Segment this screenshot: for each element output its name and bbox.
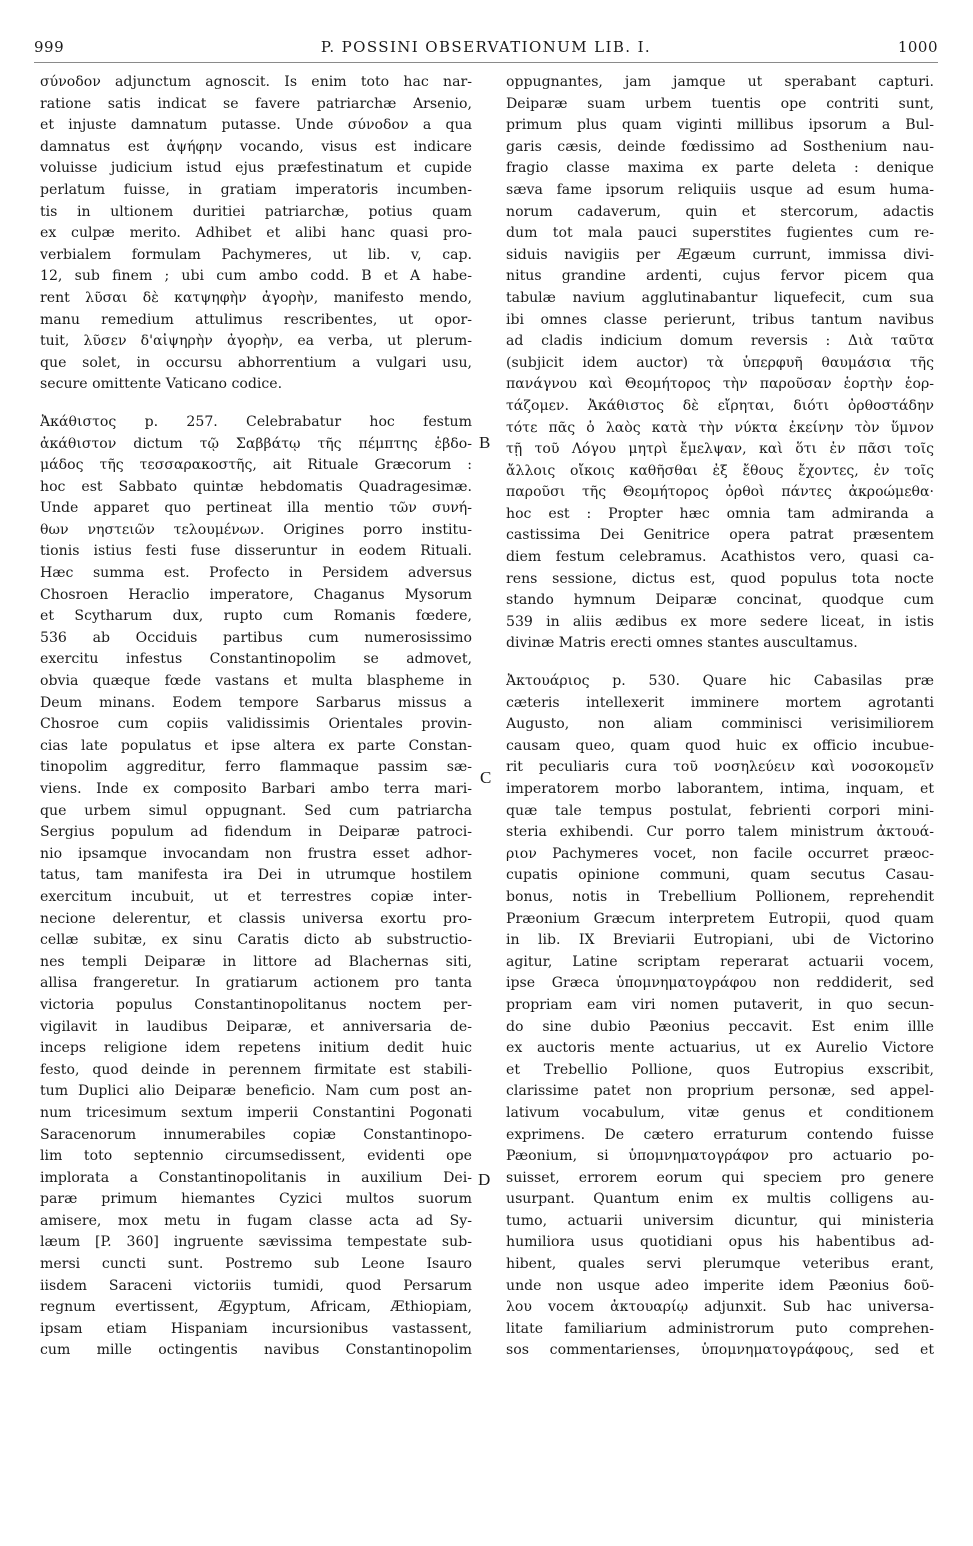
page-number-right: 1000 <box>897 38 938 56</box>
text-line: σύνοδον adjunctum agnoscit. Is enim toto hac nar- <box>40 74 472 90</box>
text-line: tatus, tam manifesta ira Dei in utrumque hostilem <box>40 867 472 884</box>
text-line: hoc est Sabbato quintæ hebdomatis Quadragesimæ. <box>40 478 472 495</box>
text-line: nes templi Deiparæ in littore ad Blachernas siti, <box>40 953 472 970</box>
text-line: tis in ultionem duritiei patriarchæ, potius quam <box>40 203 472 220</box>
text-line: Ἀκτουάριος p. 530. Quare hic Cabasilas præ <box>506 673 934 690</box>
text-line: Sergius populum ad fidendum in Deiparæ patroci- <box>40 824 472 841</box>
paragraph-gap <box>40 396 472 412</box>
text-line: 539 in aliis ædibus ex more sedere liceat, in istis <box>506 613 934 630</box>
text-line: necione delerentur, et classis universa exortu pro- <box>40 910 472 927</box>
text-line: ἄλλοις οἴκοις καθῆσθαι ἐξ ἔθους ἔχοντες, ἐν τοῖς <box>506 462 934 479</box>
text-line: manu remedium attulimus rescribentes, ut opor- <box>40 311 472 328</box>
text-line: victoria populus Constantinopolitanus noctem per- <box>40 996 472 1013</box>
text-line: agitur, Latine scriptam reperarat actuarii vocem, <box>506 953 934 970</box>
text-line: exercitu infestus Constantinopolim se admovet, <box>40 651 472 668</box>
text-line: lativum vocabulum, vitæ genus et conditionem <box>506 1104 934 1121</box>
margin-letter-b: B <box>479 433 491 452</box>
text-line: rent λῦσαι δὲ κατψηφὴν ἀγορὴν, manifesto mendo, <box>40 289 472 306</box>
text-line: cum mille octingentis navibus Constantinopolim <box>40 1342 472 1359</box>
text-line: ἀκάθιστον dictum τῷ Σαββάτῳ τῆς πέμπτης ἑβδο- <box>40 435 472 452</box>
text-line: παροῦσι τῆς Θεομήτορος ὀρθοὶ πάντες ἀκροώμεθα· <box>506 484 934 501</box>
text-line: dum tot mala pauci superstites fugientes cum re- <box>506 225 934 242</box>
text-line: hoc est : Propter hæc omnia tam admiranda a <box>506 505 934 522</box>
text-line: Deum minans. Eodem tempore Sarbarus missus a <box>40 694 472 711</box>
paragraph-gap <box>506 655 934 671</box>
margin-letter-c: C <box>480 768 492 787</box>
text-line: do sine dubio Pæonius peccavit. Est enim illle <box>506 1018 934 1035</box>
text-line: perlatum fuisse, in gratiam imperatoris incumben- <box>40 181 472 198</box>
text-line: Chosroen Heraclio imperatore, Chaganus Mysorum <box>40 586 472 603</box>
text-line: θων νηστειῶν τελουμένων. Origines porro institu- <box>40 521 472 538</box>
text-line: verbialem formulam Pachymeres, ut lib. v, cap. <box>40 246 472 263</box>
text-line: oppugnantes, jam jamque ut sperabant capturi. <box>506 74 934 90</box>
text-line: ratione satis indicat se favere patriarchæ Arsenio, <box>40 95 472 112</box>
text-line: paræ primum hiemantes Cyzici multos suorum <box>40 1191 472 1208</box>
text-line: que solet, in occursu abhorrentium a vulgari usu, <box>40 354 472 371</box>
text-line: vigilavit in laudibus Deiparæ, et anniversaria de- <box>40 1018 472 1035</box>
text-line: cellæ subitæ, ex sinu Caratis dicto ab substructio- <box>40 932 472 949</box>
text-line: primum plus quam viginti millibus ipsorum a Bul- <box>506 117 934 134</box>
text-line: in lib. IX Breviarii Eutropiani, ubi de Victorino <box>506 932 934 949</box>
text-line: suisset, errorem eorum qui speciem pro genere <box>506 1169 934 1186</box>
text-line: tionis istius festi fuse disseruntur in eodem Rituali. <box>40 543 472 560</box>
text-line: Saracenorum innumerabiles copiæ Constantinopo- <box>40 1126 472 1143</box>
text-line: stando hymnum Deiparæ concinat, quodque cum <box>506 592 934 609</box>
text-line: ipsam etiam Hispaniam incursionibus vastassent, <box>40 1320 472 1337</box>
text-line: bonus, notis in Trebellium Pollionem, reprehendit <box>506 888 934 905</box>
text-line: fragio classe maxima ex parte deleta : denique <box>506 160 934 177</box>
text-line: cupatis opinione communi, quam secutus Casau- <box>506 867 934 884</box>
text-line: sæva fame ipsorum reliquiis usque ad esum huma- <box>506 181 934 198</box>
text-line: propriam eam viri nomen putaverit, in quo secun- <box>506 996 934 1013</box>
text-line: Chosroe cum copiis validissimis Orientales provin- <box>40 716 472 733</box>
text-line: τῇ τοῦ Λόγου μητρὶ ἔμελψαν, καὶ ὅτι ἐν πᾶσι τοῖς <box>506 441 934 458</box>
text-line: num tricesimum sextum imperii Constantini Pogonati <box>40 1104 472 1121</box>
text-line: Deiparæ suam urbem tuentis ope contriti sunt, <box>506 95 934 112</box>
text-line: humiliora usus quotidiani opus his habentibus ad- <box>506 1234 934 1251</box>
text-line: sos commentarienses, ὑπομνηματογράφους, sed et <box>506 1342 934 1359</box>
text-line: causam queo, quam quod huic ex officio incubue- <box>506 737 934 754</box>
text-line: festo, quod deinde in perennem firmitate est stabili- <box>40 1061 472 1078</box>
text-line: usurpant. Quantum enim ex multis colligens au- <box>506 1191 934 1208</box>
text-line: implorata a Constantinopolitanis in auxilium Dei- <box>40 1169 472 1186</box>
page-number-left: 999 <box>34 38 65 56</box>
page-header <box>34 38 938 62</box>
text-line: obvia quæque fœde vastans et multa blaspheme in <box>40 673 472 690</box>
text-line: tumo, actuarii universim dicuntur, qui ministeria <box>506 1212 934 1229</box>
text-line: nitus grandine ardenti, cujus fervor picem qua <box>506 268 934 285</box>
text-line: ipse Græca ὑπομνηματογράφου non reddiderit, sed <box>506 975 934 992</box>
text-line: secure omittente Vaticano codice. <box>40 376 283 393</box>
text-line: Ἀκάθιστος p. 257. Celebrabatur hoc festum <box>40 413 472 430</box>
text-line: que urbem simul oppugnant. Sed cum patriarcha <box>40 802 472 819</box>
text-line: unde non usque adeo imperite idem Pæonius δοῦ- <box>506 1277 934 1294</box>
text-line: læum [P. 360] ingruente sævissima tempestate sub- <box>40 1234 472 1251</box>
text-line: rit peculiaris cura τοῦ νοσηλεύειν καὶ νοσοκομεῖν <box>506 759 934 776</box>
text-line: tum Duplici alio Deiparæ beneficio. Nam cum post an- <box>40 1083 472 1100</box>
text-line: nio ipsamque invocandam non frustra esset adhor- <box>40 845 472 862</box>
text-line: πανάγνου καὶ Θεομήτορος τὴν παροῦσαν ἑορτὴν ἑορ- <box>506 376 934 393</box>
margin-letter-d: D <box>478 1170 491 1189</box>
text-line: ibi omnes classe perierunt, tribus tantum navibus <box>506 311 934 328</box>
text-line: garis cæsis, deinde fœdissimo ad Sosthenium nau- <box>506 138 934 155</box>
left-column <box>40 72 472 1362</box>
text-line: tabulæ navium agglutinabantur liquefecit, cum sua <box>506 289 934 306</box>
text-line: ad cladis indicium domum reversis : Διὰ ταῦτα <box>506 333 934 350</box>
text-line: Præonium Græcum interpretem Eutropii, quod quam <box>506 910 934 927</box>
text-line: tinopolim aggreditur, ferro flammaque passim sæ- <box>40 759 472 776</box>
text-line: μάδος τῆς τεσσαρακοστῆς, ait Rituale Græcorum : <box>40 457 472 474</box>
text-line: inceps religione idem repetens initium dedit huic <box>40 1040 472 1057</box>
text-line: lim toto septennio circumsedissent, evidenti ope <box>40 1148 472 1165</box>
text-line: 12, sub finem ; ubi cum ambo codd. B et A habe- <box>40 268 472 285</box>
text-line: tuit, λῦσεν δ'αἰψηρὴν ἀγορὴν, ea verba, ut plerum- <box>40 333 472 350</box>
text-line: ριον Pachymeres vocet, non facile occurret præoc- <box>506 845 934 862</box>
text-line: clarissime patet non proprium personæ, sed appel- <box>506 1083 934 1100</box>
text-line: voluisse judicium istud ejus præfestinatum et cupide <box>40 160 472 177</box>
text-line: λου vocem ἀκτουαρίῳ adjunxit. Sub hac universa- <box>506 1299 934 1316</box>
text-line: norum cadaverum, quin et stercorum, adactis <box>506 203 934 220</box>
text-line: quæ tale tempus postulat, febrienti corpori mini- <box>506 802 934 819</box>
text-line: imperatorem morbo laborantem, intima, inquam, et <box>506 781 934 797</box>
text-line: τότε πᾶς ὁ λαὸς κατὰ τὴν νύκτα ἐκείνην τὸν ὕμνον <box>506 419 934 436</box>
right-column <box>506 72 934 1362</box>
running-title: P. POSSINI OBSERVATIONUM LIB. I. <box>320 38 652 56</box>
text-line: divinæ Matris erecti omnes stantes auscultamus. <box>506 635 858 652</box>
text-line: Augusto, non aliam comminisci verisimiliorem <box>506 716 934 733</box>
text-line: siduis navigiis per Ægæum currunt, immissa divi- <box>506 246 934 263</box>
text-line: τάζομεν. Ἀκάθιστος δὲ εἴρηται, διότι ὀρθοστάδην <box>506 397 934 414</box>
text-line: exprimens. De cætero erraturum contendo fuisse <box>506 1126 934 1143</box>
text-line: rens sessione, dictus est, quod populus tota nocte <box>506 570 934 587</box>
text-line: amisere, mox metu in fugam classe acta ad Sy- <box>40 1212 472 1229</box>
text-line: Hæc summa est. Profecto in Persidem adversus <box>40 565 472 582</box>
text-line: et Trebellio Pollione, quos Eutropius exscribit, <box>506 1061 934 1078</box>
text-line: Pæonium, si ὑπομνηματογράφον pro actuario po- <box>506 1148 934 1165</box>
text-line: damnatus est ἀψήφην vocando, visus est indicare <box>40 138 472 155</box>
text-line: cæteris intellexerit imminere mortem agrotanti <box>506 694 934 711</box>
text-line: iisdem Saraceni victoriis tumidi, quod Persarum <box>40 1277 472 1294</box>
text-line: viens. Inde ex composito Barbari ambo terra mari- <box>40 781 472 797</box>
text-line: hibent, quales servi plerumque veteribus erant, <box>506 1256 934 1273</box>
text-line: steria exhibendi. Cur porro talem ministrum ἀκτουά- <box>506 824 934 841</box>
text-line: (subjicit idem auctor) τὰ ὑπερφυῆ θαυμάσια τῆς <box>506 354 934 371</box>
text-line: exercitum incubuit, ut et terrestres copiæ inter- <box>40 888 472 905</box>
text-line: et Scytharum dux, rupto cum Romanis fœdere, <box>40 608 472 625</box>
text-line: ex culpæ merito. Adhibet et alibi hanc quasi pro- <box>40 225 472 242</box>
header-rule <box>34 62 938 63</box>
text-line: 536 ab Occiduis partibus cum numerosissimo <box>40 629 472 646</box>
text-line: et injuste damnatum putasse. Unde σύνοδον a qua <box>40 117 472 134</box>
text-line: diem festum celebramus. Acathistos vero, quasi ca- <box>506 549 934 566</box>
text-line: mersi cuncti sunt. Postremo sub Leone Isauro <box>40 1256 472 1273</box>
text-line: ex auctoris mente actuarius, ut ex Aurelio Victore <box>506 1040 934 1057</box>
text-line: litate familiarium administrorum puto comprehen- <box>506 1320 934 1337</box>
text-line: cias late populatus et ipse altera ex parte Constan- <box>40 737 472 754</box>
text-line: allisa frangeretur. In gratiarum actionem pro tanta <box>40 975 472 992</box>
text-line: Unde apparet quo pertineat illa mentio τῶν συνή- <box>40 500 472 517</box>
text-line: regnum evertissent, Ægyptum, Africam, Æthiopiam, <box>40 1299 472 1316</box>
text-line: castissima Dei Genitrice opera patrat præsentem <box>506 527 934 544</box>
